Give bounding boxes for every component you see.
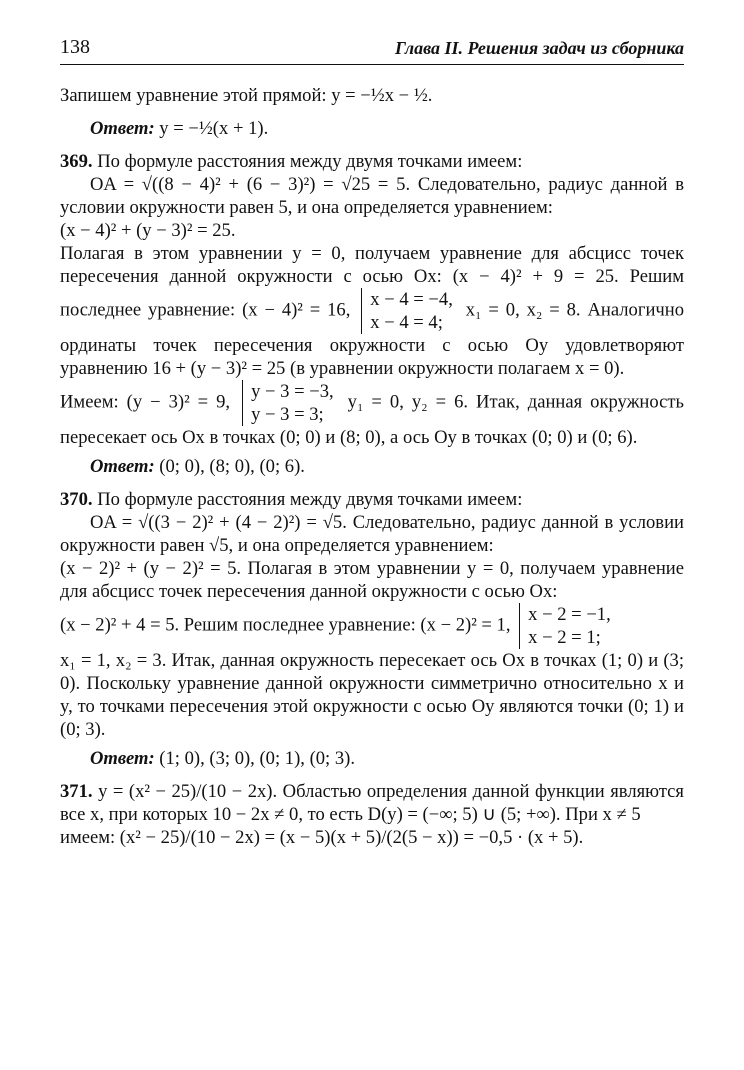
chapter-title: Глава II. Решения задач из сборника <box>394 38 684 58</box>
problem-369-lead <box>60 150 684 173</box>
problem-369-equation: (x − 4)² + (y − 3)² = 25. <box>60 220 236 241</box>
problem-371-domain <box>60 780 684 826</box>
answer-value: (0; 0), (8; 0), (0; 6). <box>159 456 305 477</box>
problem-370-answer <box>60 747 684 770</box>
answer-label: Ответ: <box>90 748 155 769</box>
domain-text: y = (x² − 25)/(10 − 2x). Областью определения данной функции являются все x, при которых 10 − 2x ≠ 0, то есть D(y) = (−∞; 5) ∪ (5; +∞). При x ≠ 5 <box>60 781 684 825</box>
problem-370-solve <box>60 603 684 649</box>
problem-number: 371. <box>60 781 93 802</box>
answer-label: Ответ: <box>90 118 155 139</box>
intro-line: Запишем уравнение этой прямой: y = −½x − ½. <box>60 85 433 106</box>
problem-369-answer <box>60 455 684 478</box>
problem-370-radius: OA = √((3 − 2)² + (4 − 2)²) = √5. Следовательно, радиус данной в условии окружности равен √5, и она определяется уравнением: <box>60 512 684 556</box>
system-line: x − 2 = −1, <box>528 604 611 625</box>
roots-text: y₁ = 0, y₂ = 6. Итак, данная окружность пересекает ось Ox в точках (0; 0) и (8; 0), а ось Oy в точках (0; 0) и (0; 6). <box>60 391 684 448</box>
problem-number: 369. <box>60 151 93 172</box>
answer-label: Ответ: <box>90 456 155 477</box>
problem-371-simplify: имеем: (x² − 25)/(10 − 2x) = (x − 5)(x + 5)/(2(5 − x)) = −0,5 · (x + 5). <box>60 827 584 848</box>
problem-369-ordinate <box>60 380 684 449</box>
problem-lead-text: По формуле расстояния между двумя точками имеем: <box>97 151 523 172</box>
system-line: x − 4 = 4; <box>370 312 443 333</box>
intro-answer <box>60 117 684 140</box>
problem-370-circle-equation: (x − 2)² + (y − 2)² = 5. Полагая в этом уравнении y = 0, получаем уравнение для абсцисс точек пересечения данной окружности с осью Ox: <box>60 558 684 602</box>
problem-369-radius: OA = √((8 − 4)² + (6 − 3)²) = √25 = 5. Следовательно, радиус данной в условии окружности равен 5, и она определяется уравнением: <box>60 174 684 218</box>
abscissa-text: Полагая в этом уравнении y = 0, получаем уравнение для абсцисс точек пересечения данной окружности с осью Ox: (x − 4)² + 9 = 25. Решим последнее уравнение: (x − 4)² = 16, <box>60 243 684 321</box>
problem-370-conclusion: x₁ = 1, x₂ = 3. Итак, данная окружность пересекает ось Ox в точках (1; 0) и (3; 0). Поскольку уравнение данной окружности симметрично относительно x и y, то точками пересечения этой окружности с осью Oy являются точки (0; 1) и (0; 3). <box>60 650 684 740</box>
solve-text: (x − 2)² + 4 = 5. Решим последнее уравнение: (x − 2)² = 1, <box>60 614 511 636</box>
page-number: 138 <box>60 36 90 58</box>
problem-number: 370. <box>60 489 93 510</box>
ordinate-text: Имеем: (y − 3)² = 9, <box>60 391 231 413</box>
answer-value: y = −½(x + 1). <box>159 118 269 139</box>
problem-369-abscissa <box>60 242 684 380</box>
problem-lead-text: По формуле расстояния между двумя точками имеем: <box>97 489 523 510</box>
system-line: x − 2 = 1; <box>528 627 601 648</box>
page-header <box>60 34 684 65</box>
system-line: y − 3 = −3, <box>251 381 334 402</box>
roots-text: x₁ = 0, x₂ = 8. Аналогично ординаты точек пересечения окружности с осью Oy удовлетворяют уравнению 16 + (y − 3)² = 25 (в уравнении окружности полагаем x = 0). <box>60 299 685 379</box>
equation-system <box>242 380 334 426</box>
page-body <box>60 84 684 849</box>
equation-system <box>519 603 611 649</box>
answer-value: (1; 0), (3; 0), (0; 1), (0; 3). <box>159 748 356 769</box>
system-line: y − 3 = 3; <box>251 404 324 425</box>
equation-system <box>361 288 453 334</box>
system-line: x − 4 = −4, <box>370 289 453 310</box>
problem-370-lead <box>60 488 684 511</box>
